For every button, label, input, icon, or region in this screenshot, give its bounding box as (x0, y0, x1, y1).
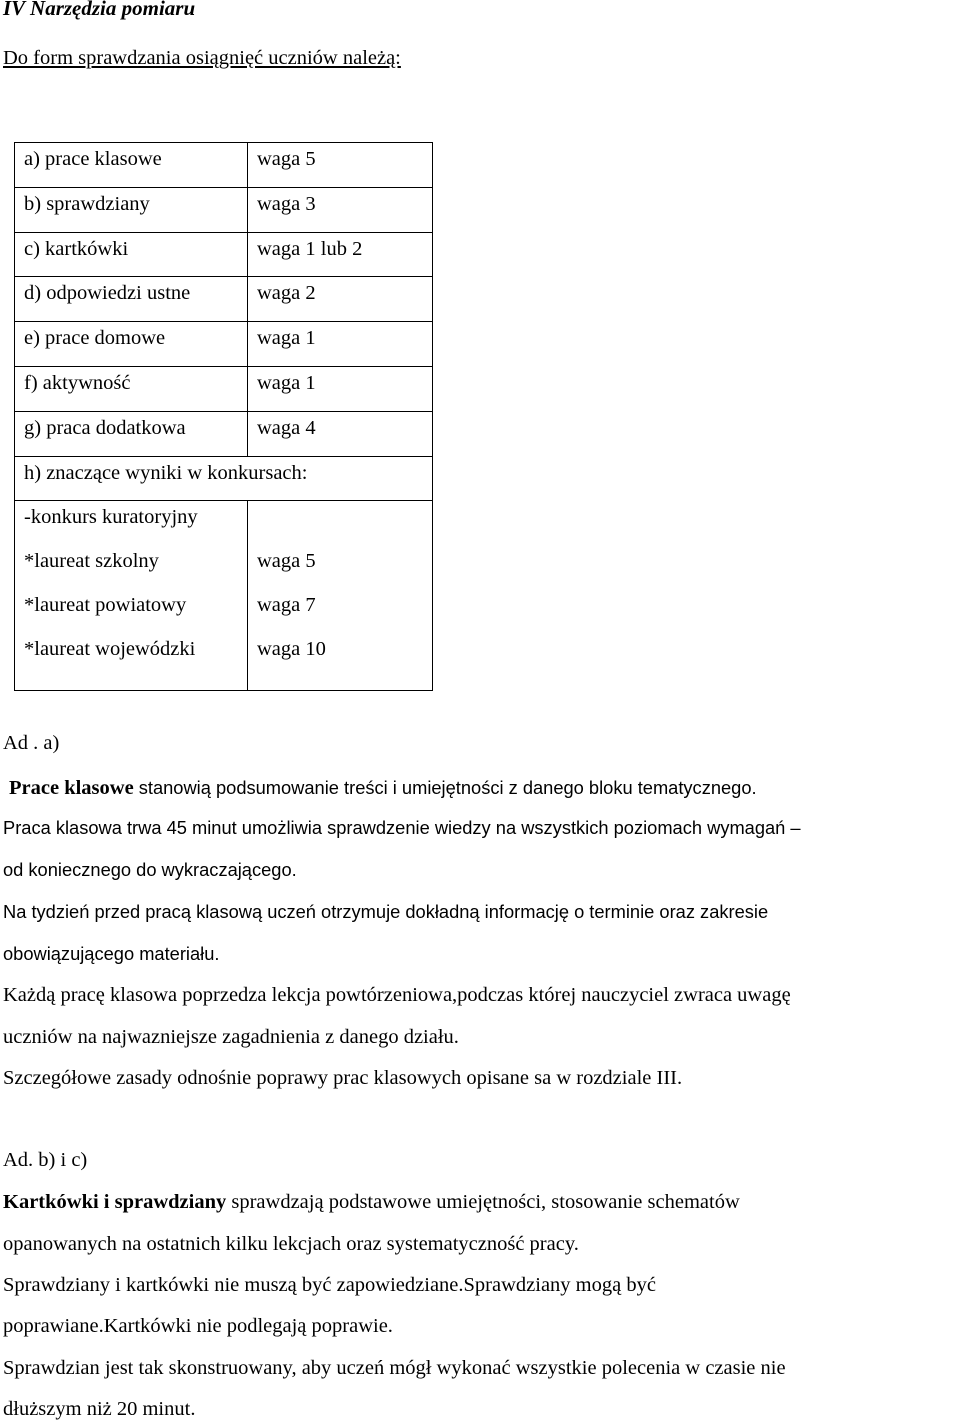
weight-cell: waga 1 (248, 366, 433, 411)
weight-cell: waga 5 (248, 545, 433, 589)
table-row (15, 589, 433, 633)
section-a-p1-bold: Prace klasowe (9, 777, 134, 799)
form-cell: *laureat szkolny (15, 545, 248, 589)
section-bc-p2-line2: poprawiane.Kartkówki nie podlegają poprawie. (3, 1315, 393, 1337)
table-row (15, 277, 433, 322)
weight-cell: waga 1 (248, 322, 433, 367)
table-row (15, 545, 433, 589)
form-cell: g) praca dodatkowa (15, 411, 248, 456)
section-bc-p3-line2: dłuższym niż 20 minut. (3, 1398, 196, 1420)
form-cell: a) prace klasowe (15, 143, 248, 188)
weight-cell: waga 7 (248, 589, 433, 633)
section-a-p4-line1: Każdą pracę klasowa poprzedza lekcja powtórzeniowa,podczas której nauczyciel zwraca uwagę (3, 984, 791, 1006)
section-a-p4-line2: uczniów na najwazniejsze zagadnienia z danego działu. (3, 1026, 459, 1048)
form-cell: *laureat powiatowy (15, 589, 248, 633)
section-a-p1 (9, 777, 757, 800)
table-row (15, 143, 433, 188)
form-cell: f) aktywność (15, 366, 248, 411)
form-cell-merged: h) znaczące wyniki w konkursach: (15, 456, 433, 501)
weight-cell: waga 10 (248, 633, 433, 691)
section-a-p3-line2: obowiązującego materiału. (3, 943, 220, 964)
table-row (15, 501, 433, 545)
section-a-p1-rest: stanowią podsumowanie treści i umiejętności z danego bloku tematycznego. (133, 777, 757, 798)
section-a-p5: Szczegółowe zasady odnośnie poprawy prac klasowych opisane sa w rozdziale III. (3, 1067, 683, 1089)
form-cell: b) sprawdziany (15, 187, 248, 232)
form-cell: c) kartkówki (15, 232, 248, 277)
form-cell: e) prace domowe (15, 322, 248, 367)
table-row (15, 456, 433, 501)
weight-cell (248, 501, 433, 545)
weight-cell: waga 5 (248, 143, 433, 188)
form-cell: -konkurs kuratoryjny (15, 501, 248, 545)
section-bc-p1 (3, 1191, 740, 1214)
section-a-p3-line1: Na tydzień przed pracą klasową uczeń otrzymuje dokładną informację o terminie oraz zakresie (3, 901, 769, 922)
intro-text: Do form sprawdzania osiągnięć uczniów należą: (3, 47, 401, 69)
section-a-p2-line2: od koniecznego do wykraczającego. (3, 859, 297, 880)
section-bc-p1-bold: Kartkówki i sprawdziany (3, 1191, 227, 1213)
section-a-title: Ad . a) (3, 732, 60, 754)
table-row (15, 232, 433, 277)
table-row (15, 633, 433, 691)
form-cell: d) odpowiedzi ustne (15, 277, 248, 322)
form-cell: *laureat wojewódzki (15, 633, 248, 691)
section-a-p2-line1: Praca klasowa trwa 45 minut umożliwia sprawdzenie wiedzy na wszystkich poziomach wymagań – (3, 817, 801, 838)
table-row (15, 322, 433, 367)
weights-table-body (15, 143, 433, 691)
table-row (15, 187, 433, 232)
section-heading: IV Narzędzia pomiaru (3, 0, 196, 20)
section-bc-p3-line1: Sprawdzian jest tak skonstruowany, aby uczeń mógł wykonać wszystkie polecenia w czasie nie (3, 1357, 786, 1379)
weight-cell: waga 4 (248, 411, 433, 456)
weight-cell: waga 1 lub 2 (248, 232, 433, 277)
section-bc-p1-rest: sprawdzają podstawowe umiejętności, stosowanie schematów (226, 1191, 740, 1213)
section-bc-title: Ad. b) i c) (3, 1149, 88, 1171)
section-bc-p1-line2: opanowanych na ostatnich kilku lekcjach oraz systematyczność pracy. (3, 1233, 579, 1255)
weights-table (14, 142, 433, 691)
section-bc-p2-line1: Sprawdziany i kartkówki nie muszą być zapowiedziane.Sprawdziany mogą być (3, 1274, 656, 1296)
table-row (15, 411, 433, 456)
table-row (15, 366, 433, 411)
weight-cell: waga 3 (248, 187, 433, 232)
weight-cell: waga 2 (248, 277, 433, 322)
